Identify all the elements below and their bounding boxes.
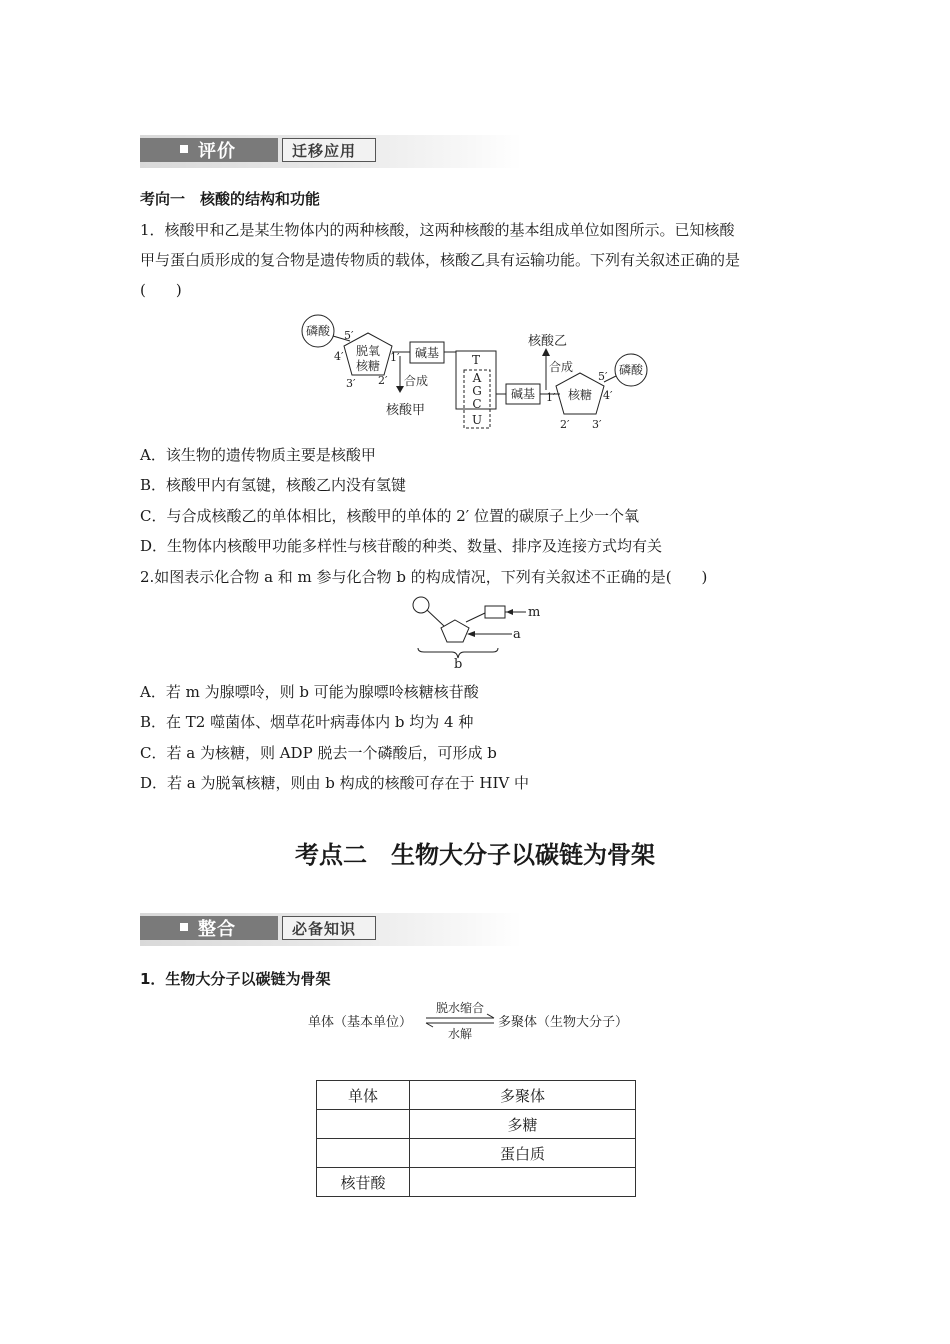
table-cell bbox=[410, 1168, 636, 1197]
reaction-equation bbox=[300, 996, 650, 1046]
synth-label-right: 合成 bbox=[549, 360, 574, 374]
table-cell bbox=[317, 1139, 410, 1168]
phosphate-circle bbox=[413, 597, 429, 613]
deoxy-label-1: 脱氧 bbox=[355, 344, 381, 358]
pos-1-left: 1′ bbox=[390, 351, 400, 364]
pos-5-right: 5′ bbox=[598, 370, 608, 383]
base-G: G bbox=[472, 384, 482, 398]
ribose-label: 核糖 bbox=[567, 388, 593, 402]
question-1-line-1: 1．核酸甲和乙是某生物体内的两种核酸，这两种核酸的基本组成单位如图所示。已知核酸 bbox=[140, 221, 735, 239]
monomer-polymer-table bbox=[316, 1080, 636, 1197]
acid-a-label: 核酸甲 bbox=[386, 403, 426, 418]
base-C: C bbox=[472, 397, 482, 411]
pos-3-right: 3′ bbox=[592, 418, 602, 431]
base-A: A bbox=[472, 371, 482, 385]
base-T: T bbox=[471, 353, 481, 367]
pos-2-right: 2′ bbox=[560, 418, 570, 431]
pos-4-right: 4′ bbox=[603, 389, 613, 402]
table-cell: 蛋白质 bbox=[410, 1139, 636, 1168]
equation-left: 单体（基本单位） bbox=[308, 1015, 413, 1030]
q2-option-b: B．在 T2 噬菌体、烟草花叶病毒体内 b 均为 4 种 bbox=[140, 713, 474, 731]
banner-main-label: 评价 bbox=[198, 141, 236, 162]
question-2-stem: 2.如图表示化合物 a 和 m 参与化合物 b 的构成情况，下列有关叙述不正确的是( ) bbox=[140, 568, 708, 586]
acid-b-label: 核酸乙 bbox=[528, 334, 568, 349]
table-header-cell: 单体 bbox=[317, 1081, 410, 1110]
label-a: a bbox=[513, 627, 521, 642]
equation-right: 多聚体（生物大分子） bbox=[498, 1015, 629, 1030]
q2-option-c: C．若 a 为核糖，则 ADP 脱去一个磷酸后，可形成 b bbox=[140, 744, 497, 762]
q1-option-a: A．该生物的遗传物质主要是核酸甲 bbox=[140, 446, 376, 464]
section-heading: 考向一 核酸的结构和功能 bbox=[140, 190, 321, 208]
table-row bbox=[317, 1110, 636, 1139]
pos-4-left: 4′ bbox=[334, 350, 344, 363]
pos-5-left: 5′ bbox=[344, 329, 354, 342]
pos-1-right: 1′ bbox=[546, 391, 556, 404]
pentagon-a bbox=[441, 620, 469, 642]
banner-sub-label: 迁移应用 bbox=[292, 142, 357, 160]
equation-bottom-label: 水解 bbox=[447, 1027, 473, 1041]
equation-top-label: 脱水缩合 bbox=[435, 1001, 485, 1015]
q2-option-d: D．若 a 为脱氧核糖，则由 b 构成的核酸可存在于 HIV 中 bbox=[140, 774, 530, 792]
base-label-left: 碱基 bbox=[414, 346, 440, 360]
banner-main-label: 整合 bbox=[198, 919, 236, 940]
pos-3-left: 3′ bbox=[346, 377, 356, 390]
phosphate-label-right: 磷酸 bbox=[618, 363, 644, 377]
base-box-m bbox=[485, 606, 505, 618]
table-header-row bbox=[317, 1081, 636, 1110]
question-1-line-3: ( ) bbox=[140, 281, 182, 299]
section-title-2: 考点二 生物大分子以碳链为骨架 bbox=[295, 841, 655, 869]
banner-sub-label: 必备知识 bbox=[292, 920, 357, 938]
synth-label-left: 合成 bbox=[404, 374, 429, 388]
section-banner-evaluation bbox=[140, 135, 522, 168]
label-b: b bbox=[454, 657, 463, 672]
phosphate-label-left: 磷酸 bbox=[305, 324, 331, 338]
table-header-cell: 多聚体 bbox=[410, 1081, 636, 1110]
deoxy-label-2: 核糖 bbox=[355, 359, 381, 373]
q1-option-b: B．核酸甲内有氢键，核酸乙内没有氢键 bbox=[140, 476, 407, 494]
base-U: U bbox=[471, 413, 483, 427]
q1-option-d: D．生物体内核酸甲功能多样性与核苷酸的种类、数量、排序及连接方式均有关 bbox=[140, 537, 663, 555]
q2-option-a: A．若 m 为腺嘌呤，则 b 可能为腺嘌呤核糖核苷酸 bbox=[140, 683, 479, 701]
compound-figure bbox=[405, 594, 555, 672]
nucleotide-figure bbox=[290, 308, 660, 436]
section-banner-integration bbox=[140, 913, 522, 946]
base-label-right: 碱基 bbox=[510, 387, 536, 401]
table-row bbox=[317, 1168, 636, 1197]
table-cell: 核苷酸 bbox=[317, 1168, 410, 1197]
pos-2-left: 2′ bbox=[378, 374, 388, 387]
table-cell bbox=[317, 1110, 410, 1139]
question-1-line-2: 甲与蛋白质形成的复合物是遗传物质的载体，核酸乙具有运输功能。下列有关叙述正确的是 bbox=[140, 251, 741, 269]
q1-option-c: C．与合成核酸乙的单体相比，核酸甲的单体的 2′ 位置的碳原子上少一个氧 bbox=[140, 507, 639, 525]
point-1-heading: 1．生物大分子以碳链为骨架 bbox=[140, 970, 331, 988]
table-row bbox=[317, 1139, 636, 1168]
label-m: m bbox=[528, 605, 541, 620]
table-cell: 多糖 bbox=[410, 1110, 636, 1139]
